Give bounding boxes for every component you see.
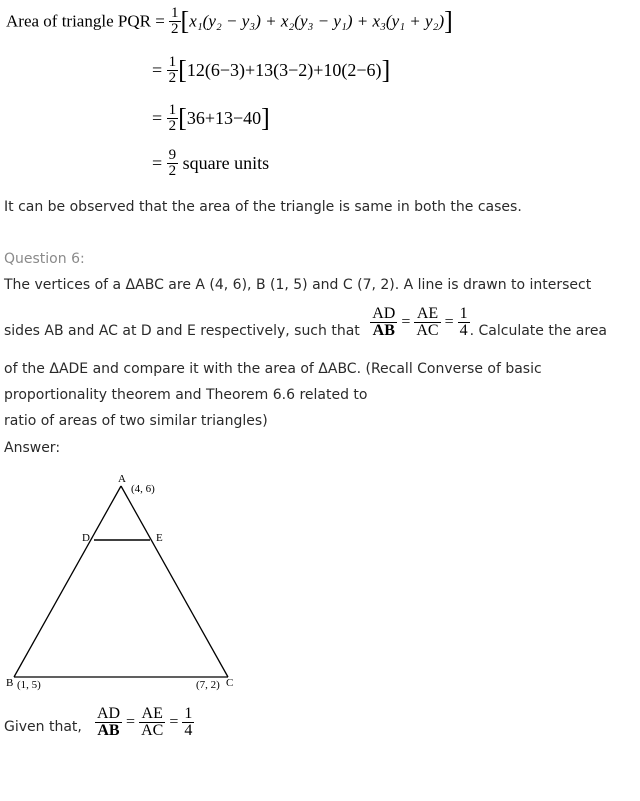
- given-ratio: $\frac{AD}{AB}$ = $\frac{AE}{AC}$ = $\frac{1}{4}$: [96, 705, 193, 739]
- ratio-equation: $\frac{AD}{AB}$ = $\frac{AE}{AC}$ = $\frac{1}{4}$: [372, 305, 468, 339]
- area-line-3: = $\frac{1}{2}$ [36+13−40]: [152, 102, 270, 134]
- side-ab: [14, 486, 121, 677]
- area-line-1: Area of triangle PQR = $\frac{1}{2}$ [x₁(y₂ − y₃) + x₂(y₃ − y₁) + x₃(y₁ + y₂)]: [6, 5, 453, 37]
- half-fraction: $\frac{1}{2}$: [171, 5, 179, 37]
- question-line-5: ratio of areas of two similar triangles): [4, 413, 268, 429]
- vertex-c-label: C: [226, 677, 234, 689]
- side-ac: [121, 486, 228, 677]
- units-text: square units: [182, 153, 270, 173]
- vertex-a-label: A: [118, 473, 126, 485]
- vertex-a-coord: (4, 6): [131, 483, 155, 495]
- question-heading: Question 6:: [4, 251, 85, 267]
- question-line-2: sides AB and AC at D and E respectively, such that $\frac{AD}{AB}$ = $\frac{AE}{AC}$ = $\frac{1}{4}$ . Calculate the area: [4, 305, 608, 339]
- substituted-body: 12(6−3)+13(3−2)+10(2−6): [186, 60, 382, 80]
- area-line-2: = $\frac{1}{2}$ [12(6−3)+13(3−2)+10(2−6)]: [152, 54, 391, 86]
- answer-label: Answer:: [4, 440, 61, 456]
- given-label: Given that,: [4, 719, 82, 735]
- question-line-1: The vertices of a ΔABC are A (4, 6), B (1, 5) and C (7, 2). A line is drawn to intersect: [4, 277, 592, 293]
- vertex-b-label: B: [6, 677, 14, 689]
- area-line-4: = $\frac{9}{2}$ square units: [152, 147, 270, 179]
- triangle-figure: [0, 468, 250, 708]
- vertex-c-coord: (7, 2): [196, 679, 220, 691]
- vertex-b-coord: (1, 5): [17, 679, 41, 691]
- point-e-label: E: [156, 532, 163, 544]
- question-line-4: proportionality theorem and Theorem 6.6 related to: [4, 387, 368, 403]
- formula-body: x₁(y₂ − y₃) + x₂(y₃ − y₁) + x₃(y₁ + y₂): [189, 11, 445, 31]
- sum-body: 36+13−40: [186, 108, 262, 128]
- given-line: [4, 706, 194, 756]
- question-line-3: of the ΔADE and compare it with the area of ΔABC. (Recall Converse of basic: [4, 361, 542, 377]
- observation-text: It can be observed that the area of the triangle is same in both the cases.: [4, 199, 522, 215]
- point-d-label: D: [82, 532, 90, 544]
- area-label: Area of triangle PQR: [6, 11, 151, 31]
